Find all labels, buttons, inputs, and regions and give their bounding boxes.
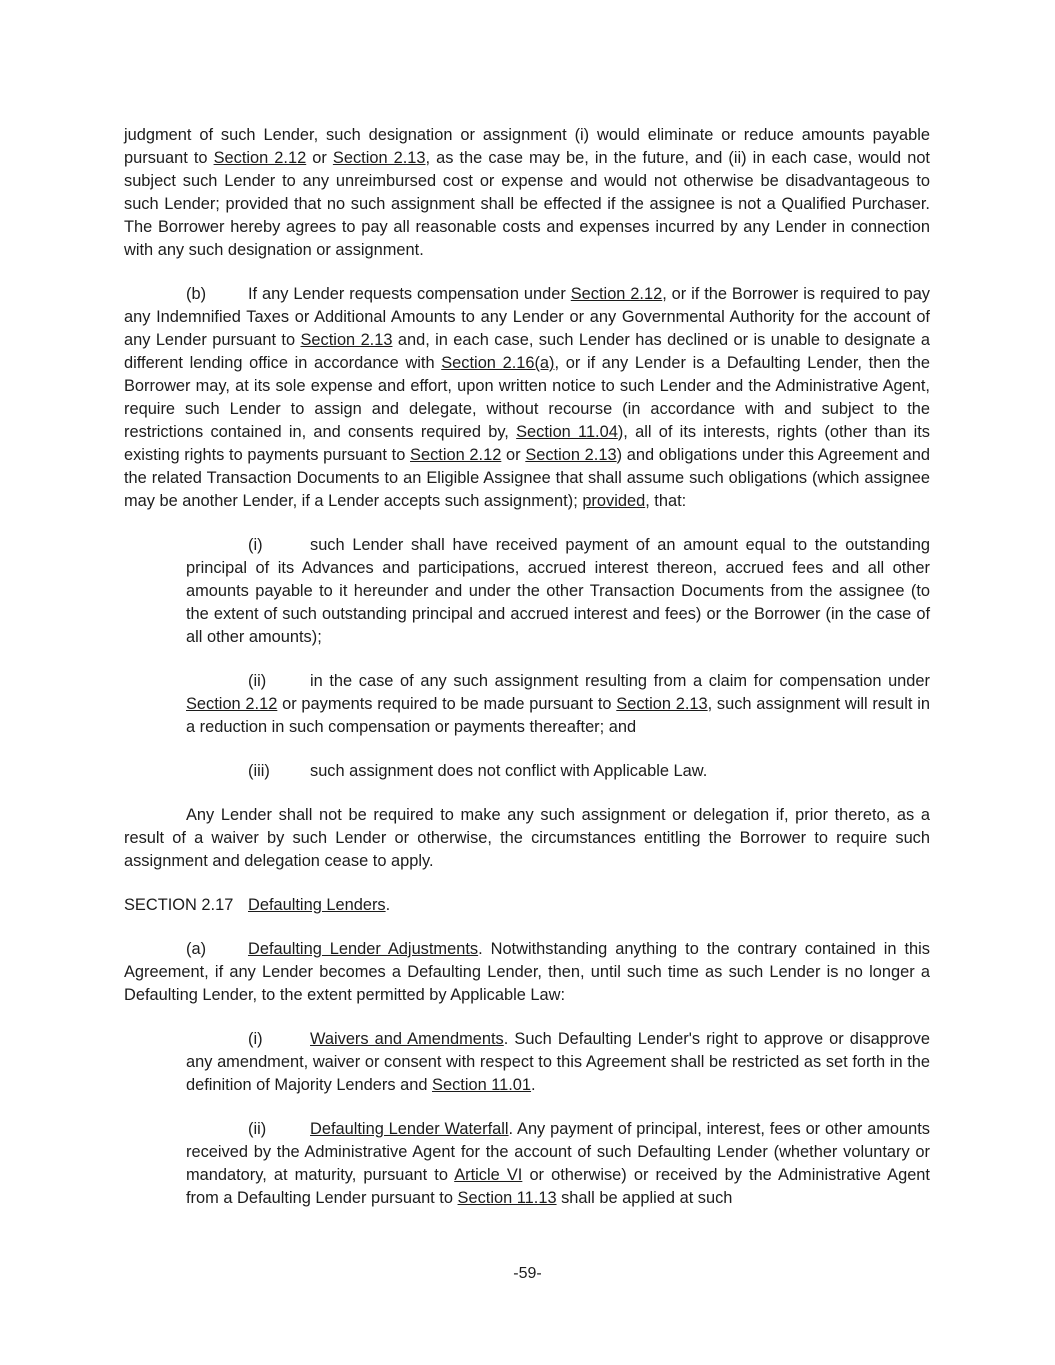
clause-a-ii: (ii) Defaulting Lender Waterfall. Any payment of principal, interest, fees or other amounts received by the Administrative Agent for the account of such Defaulting Lender (whether voluntary or mandatory, at maturity, pursuant to Article VI or otherwise) or received by the Administrative Agent from a Defaulting Lender pursuant to Section 11.13 shall be applied at such bbox=[186, 1120, 931, 1207]
section-2-13-link: Section 2.13 bbox=[616, 695, 708, 713]
section-2-13-link: Section 2.13 bbox=[525, 446, 617, 464]
section-2-13-link: Section 2.13 bbox=[332, 149, 426, 167]
document-page bbox=[124, 124, 930, 1231]
clause-a-i: (i) Waivers and Amendments. Such Defaulting Lender's right to approve or disapprove any amendment, waiver or consent with respect to this Agreement shall be restricted as set forth in the definition of Majority Lenders and Section 11.01. bbox=[186, 1030, 930, 1094]
section-11-01-link: Section 11.01 bbox=[432, 1076, 532, 1094]
paragraph-continuation: judgment of such Lender, such designation or assignment (i) would eliminate or reduce amounts payable pursuant to Section 2.12 or Section 2.13, as the case may be, in the future, and (ii) in each case, would not subject such Lender to any unreimbursed cost or expense and would not otherwise be disadvantageous to such Lender; provided that no such assignment shall be effected if the assignee is not a Qualified Purchaser. The Borrower hereby agrees to pay all reasonable costs and expenses incurred by any Lender in connection with any such designation or assignment. bbox=[124, 126, 930, 259]
section-2-12-link: Section 2.12 bbox=[410, 446, 502, 464]
clause-b-i: (i) such Lender shall have received payment of an amount equal to the outstanding principal of its Advances and participations, accrued interest thereon, accrued fees and all other amounts payable to it hereunder and under the other Transaction Documents from the assignee (to the extent of such outstanding principal and accrued interest and fees) or the Borrower (in the case of all other amounts); bbox=[186, 536, 930, 646]
subsection-heading: Defaulting Lender Adjustments bbox=[248, 940, 479, 958]
clause-heading: Waivers and Amendments bbox=[310, 1030, 504, 1048]
paragraph-label: (b) bbox=[186, 285, 207, 303]
section-2-13-link: Section 2.13 bbox=[300, 331, 393, 349]
section-2-12-link: Section 2.12 bbox=[186, 695, 278, 713]
section-11-13-link: Section 11.13 bbox=[457, 1189, 557, 1207]
section-2-16a-link: Section 2.16(a) bbox=[441, 354, 555, 372]
section-number: SECTION 2.17 bbox=[124, 896, 234, 914]
clause-label: (ii) bbox=[248, 1120, 267, 1138]
clause-heading: Defaulting Lender Waterfall bbox=[310, 1120, 509, 1138]
article-vi-link: Article VI bbox=[454, 1166, 523, 1184]
clause-label: (i) bbox=[248, 536, 263, 554]
section-2-12-link: Section 2.12 bbox=[570, 285, 663, 303]
paragraph-b: (b) If any Lender requests compensation under Section 2.12, or if the Borrower is required to pay any Indemnified Taxes or Additional Amounts to any Lender or any Governmental Authority for the account of any Lender pursuant to Section 2.13 and, in each case, such Lender has declined or is unable to designate a different lending office in accordance with Section 2.16(a), or if any Lender is a Defaulting Lender, then the Borrower may, at its sole expense and effort, upon written notice to such Lender and the Administrative Agent, require such Lender to assign and delegate, without recourse (in accordance with and subject to the restrictions contained in, and consents required by, Section 11.04), all of its interests, rights (other than its existing rights to payments pursuant to Section 2.12 or Section 2.13) and obligations under this Agreement and the related Transaction Documents to an Eligible Assignee that shall assume such obligations (which assignee may be another Lender, if a Lender accepts such assignment); provided, that: bbox=[124, 285, 931, 510]
clause-b-ii: (ii) in the case of any such assignment resulting from a claim for compensation under Section 2.12 or payments required to be made pursuant to Section 2.13, such assignment will result in a reduction in such compensation or payments thereafter; and bbox=[186, 672, 930, 736]
section-11-04-link: Section 11.04 bbox=[516, 423, 618, 441]
paragraph-any-lender: Any Lender shall not be required to make any such assignment or delegation if, prior thereto, as a result of a waiver by such Lender or otherwise, the circumstances entitling the Borrower to require such assignment and delegation cease to apply. bbox=[124, 806, 930, 870]
clause-label: (iii) bbox=[248, 762, 270, 780]
section-2-12-link: Section 2.12 bbox=[213, 149, 307, 167]
clause-label: (ii) bbox=[248, 672, 267, 690]
provided-term: provided bbox=[582, 492, 646, 510]
section-heading: SECTION 2.17 Defaulting Lenders. bbox=[124, 894, 930, 917]
clause-label: (i) bbox=[248, 1030, 263, 1048]
paragraph-a: (a) Defaulting Lender Adjustments. Notwithstanding anything to the contrary contained in this Agreement, if any Lender becomes a Defaulting Lender, then, until such time as such Lender is no longer a Defaulting Lender, to the extent permitted by Applicable Law: bbox=[124, 940, 931, 1004]
page-number: -59- bbox=[513, 1265, 542, 1282]
section-title: Defaulting Lenders bbox=[248, 896, 386, 914]
paragraph-label: (a) bbox=[186, 940, 207, 958]
clause-b-iii: (iii) such assignment does not conflict with Applicable Law. bbox=[186, 760, 930, 783]
